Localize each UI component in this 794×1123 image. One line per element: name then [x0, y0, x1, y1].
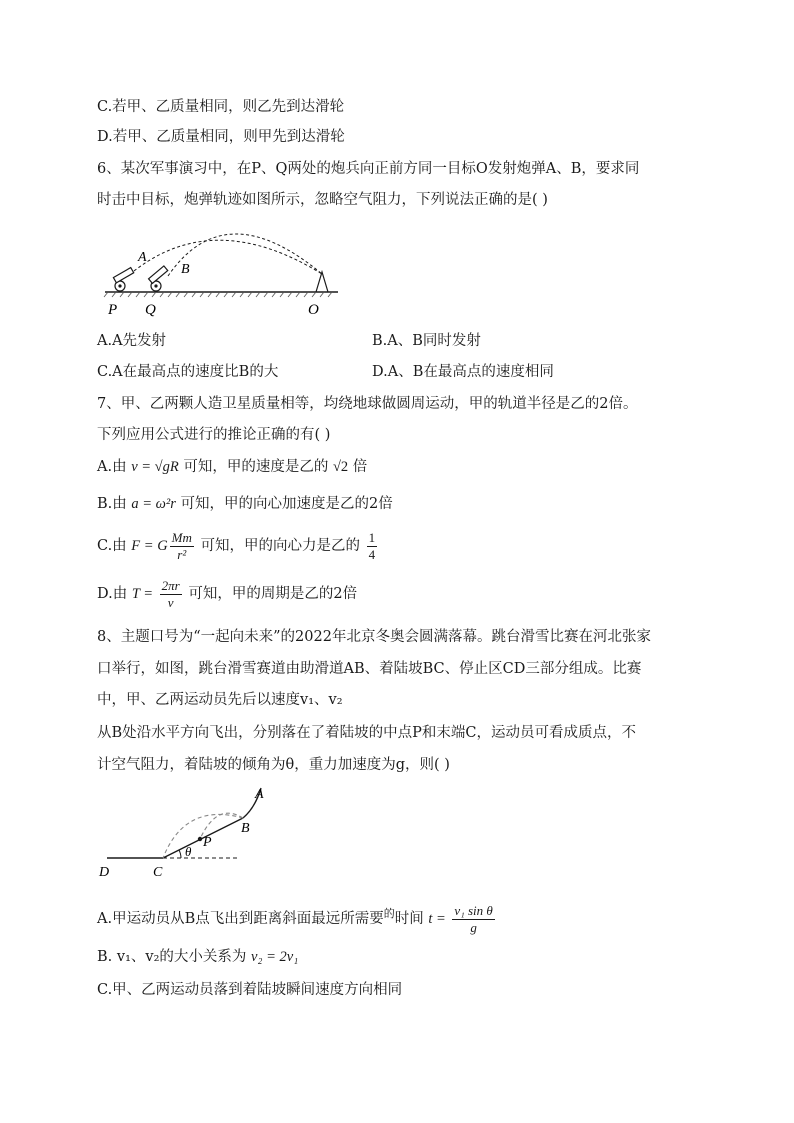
q8-formula-b: v₂ = 2v₁: [251, 949, 299, 965]
q6-option-a: A.A先发射: [97, 333, 167, 349]
q7-option-d: D.由 T = $\frac{2\pi r}{v}$ 可知，甲的周期是乙的2倍: [97, 577, 358, 610]
label-p: P: [203, 835, 212, 850]
q8-stem-line2: 口举行，如图，跳台滑雪赛道由助滑道AB、着陆坡BC、停止区CD三部分组成。比赛: [97, 661, 642, 677]
q6-trajectory-figure: [100, 228, 345, 318]
label-p: P: [108, 302, 118, 318]
label-a: A: [255, 787, 264, 802]
label-c: C: [153, 865, 163, 880]
q7-ratio-c: $\frac{1}{4}$: [368, 529, 376, 562]
q6-stem-line1: 6、某次军事演习中，在P、Q两处的炮兵向正前方同一目标O发射炮弹A、B，要求同: [97, 161, 640, 177]
q8-ski-jump-figure: [95, 784, 275, 884]
q8-fraction-a: $\frac{\text{v₁ sin θ}}{g}$: [454, 902, 493, 935]
q8-option-a: A.甲运动员从B点飞出到距离斜面最远所需要$^的$时间 t = $\frac{\text{v₁ sin θ}}{g}$: [97, 902, 493, 935]
label-theta: θ: [185, 844, 192, 859]
q7-fraction-d: $\frac{2\pi r}{v}$: [161, 577, 180, 610]
q6-option-b: B.A、B同时发射: [372, 333, 481, 349]
q5-option-d: D.若甲、乙质量相同，则甲先到达滑轮: [97, 129, 345, 145]
q8-stem-line3: 中，甲、乙两运动员先后以速度v₁、v₂: [97, 692, 343, 708]
label-q: Q: [145, 302, 156, 318]
q7-stem-line1: 7、甲、乙两颗人造卫星质量相等，均绕地球做圆周运动，甲的轨道半径是乙的2倍。: [97, 396, 638, 412]
cannon-q-icon: [149, 266, 168, 291]
q7-option-c: C.由 F = G $\frac{Mm}{\text{r²}}$ 可知，甲的向心力是乙的 $\frac{1}{4}$: [97, 529, 376, 562]
q7-option-b: B.由 a = ω²r 可知，甲的向心加速度是乙的2倍: [97, 496, 393, 512]
q8-stem-line5: 计空气阻力，着陆坡的倾角为θ，重力加速度为g，则( ): [97, 757, 450, 773]
q8-option-b: B. v₁、v₂的大小关系为 v₂ = 2v₁: [97, 949, 299, 965]
q5-option-c: C.若甲、乙质量相同，则乙先到达滑轮: [97, 99, 345, 115]
label-a: A: [138, 250, 147, 265]
label-o: O: [308, 302, 319, 318]
q6-option-c: C.A在最高点的速度比B的大: [97, 364, 279, 380]
trajectory-b: [168, 234, 322, 276]
q6-stem-line2: 时击中目标，炮弹轨迹如图所示，忽略空气阻力，下列说法正确的是( ): [97, 192, 548, 208]
cannon-p-icon: [113, 268, 133, 291]
q7-stem-line2: 下列应用公式进行的推论正确的有( ): [97, 427, 331, 443]
label-b: B: [241, 821, 250, 836]
q7-formula-a: v = √gR: [131, 459, 179, 475]
q8-stem-line4: 从B处沿水平方向飞出，分别落在了着陆坡的中点P和末端C，运动员可看成质点，不: [97, 725, 637, 741]
q7-option-a: A.由 v = √gR 可知，甲的速度是乙的 √2 倍: [97, 459, 368, 475]
q8-option-c: C.甲、乙两运动员落到着陆坡瞬间速度方向相同: [97, 982, 403, 998]
q7-fraction-c: $\frac{Mm}{\text{r²}}$: [171, 529, 192, 562]
q7-formula-b: a = ω²r: [131, 496, 176, 512]
label-b: B: [181, 262, 190, 277]
q7-ratio-a: √2: [332, 459, 349, 475]
label-d: D: [99, 865, 110, 880]
q8-stem-line1: 8、主题口号为“一起向未来”的2022年北京冬奥会圆满落幕。跳台滑雪比赛在河北张家: [97, 629, 651, 645]
q6-option-d: D.A、B在最高点的速度相同: [372, 364, 554, 380]
target-o-icon: [316, 272, 328, 292]
